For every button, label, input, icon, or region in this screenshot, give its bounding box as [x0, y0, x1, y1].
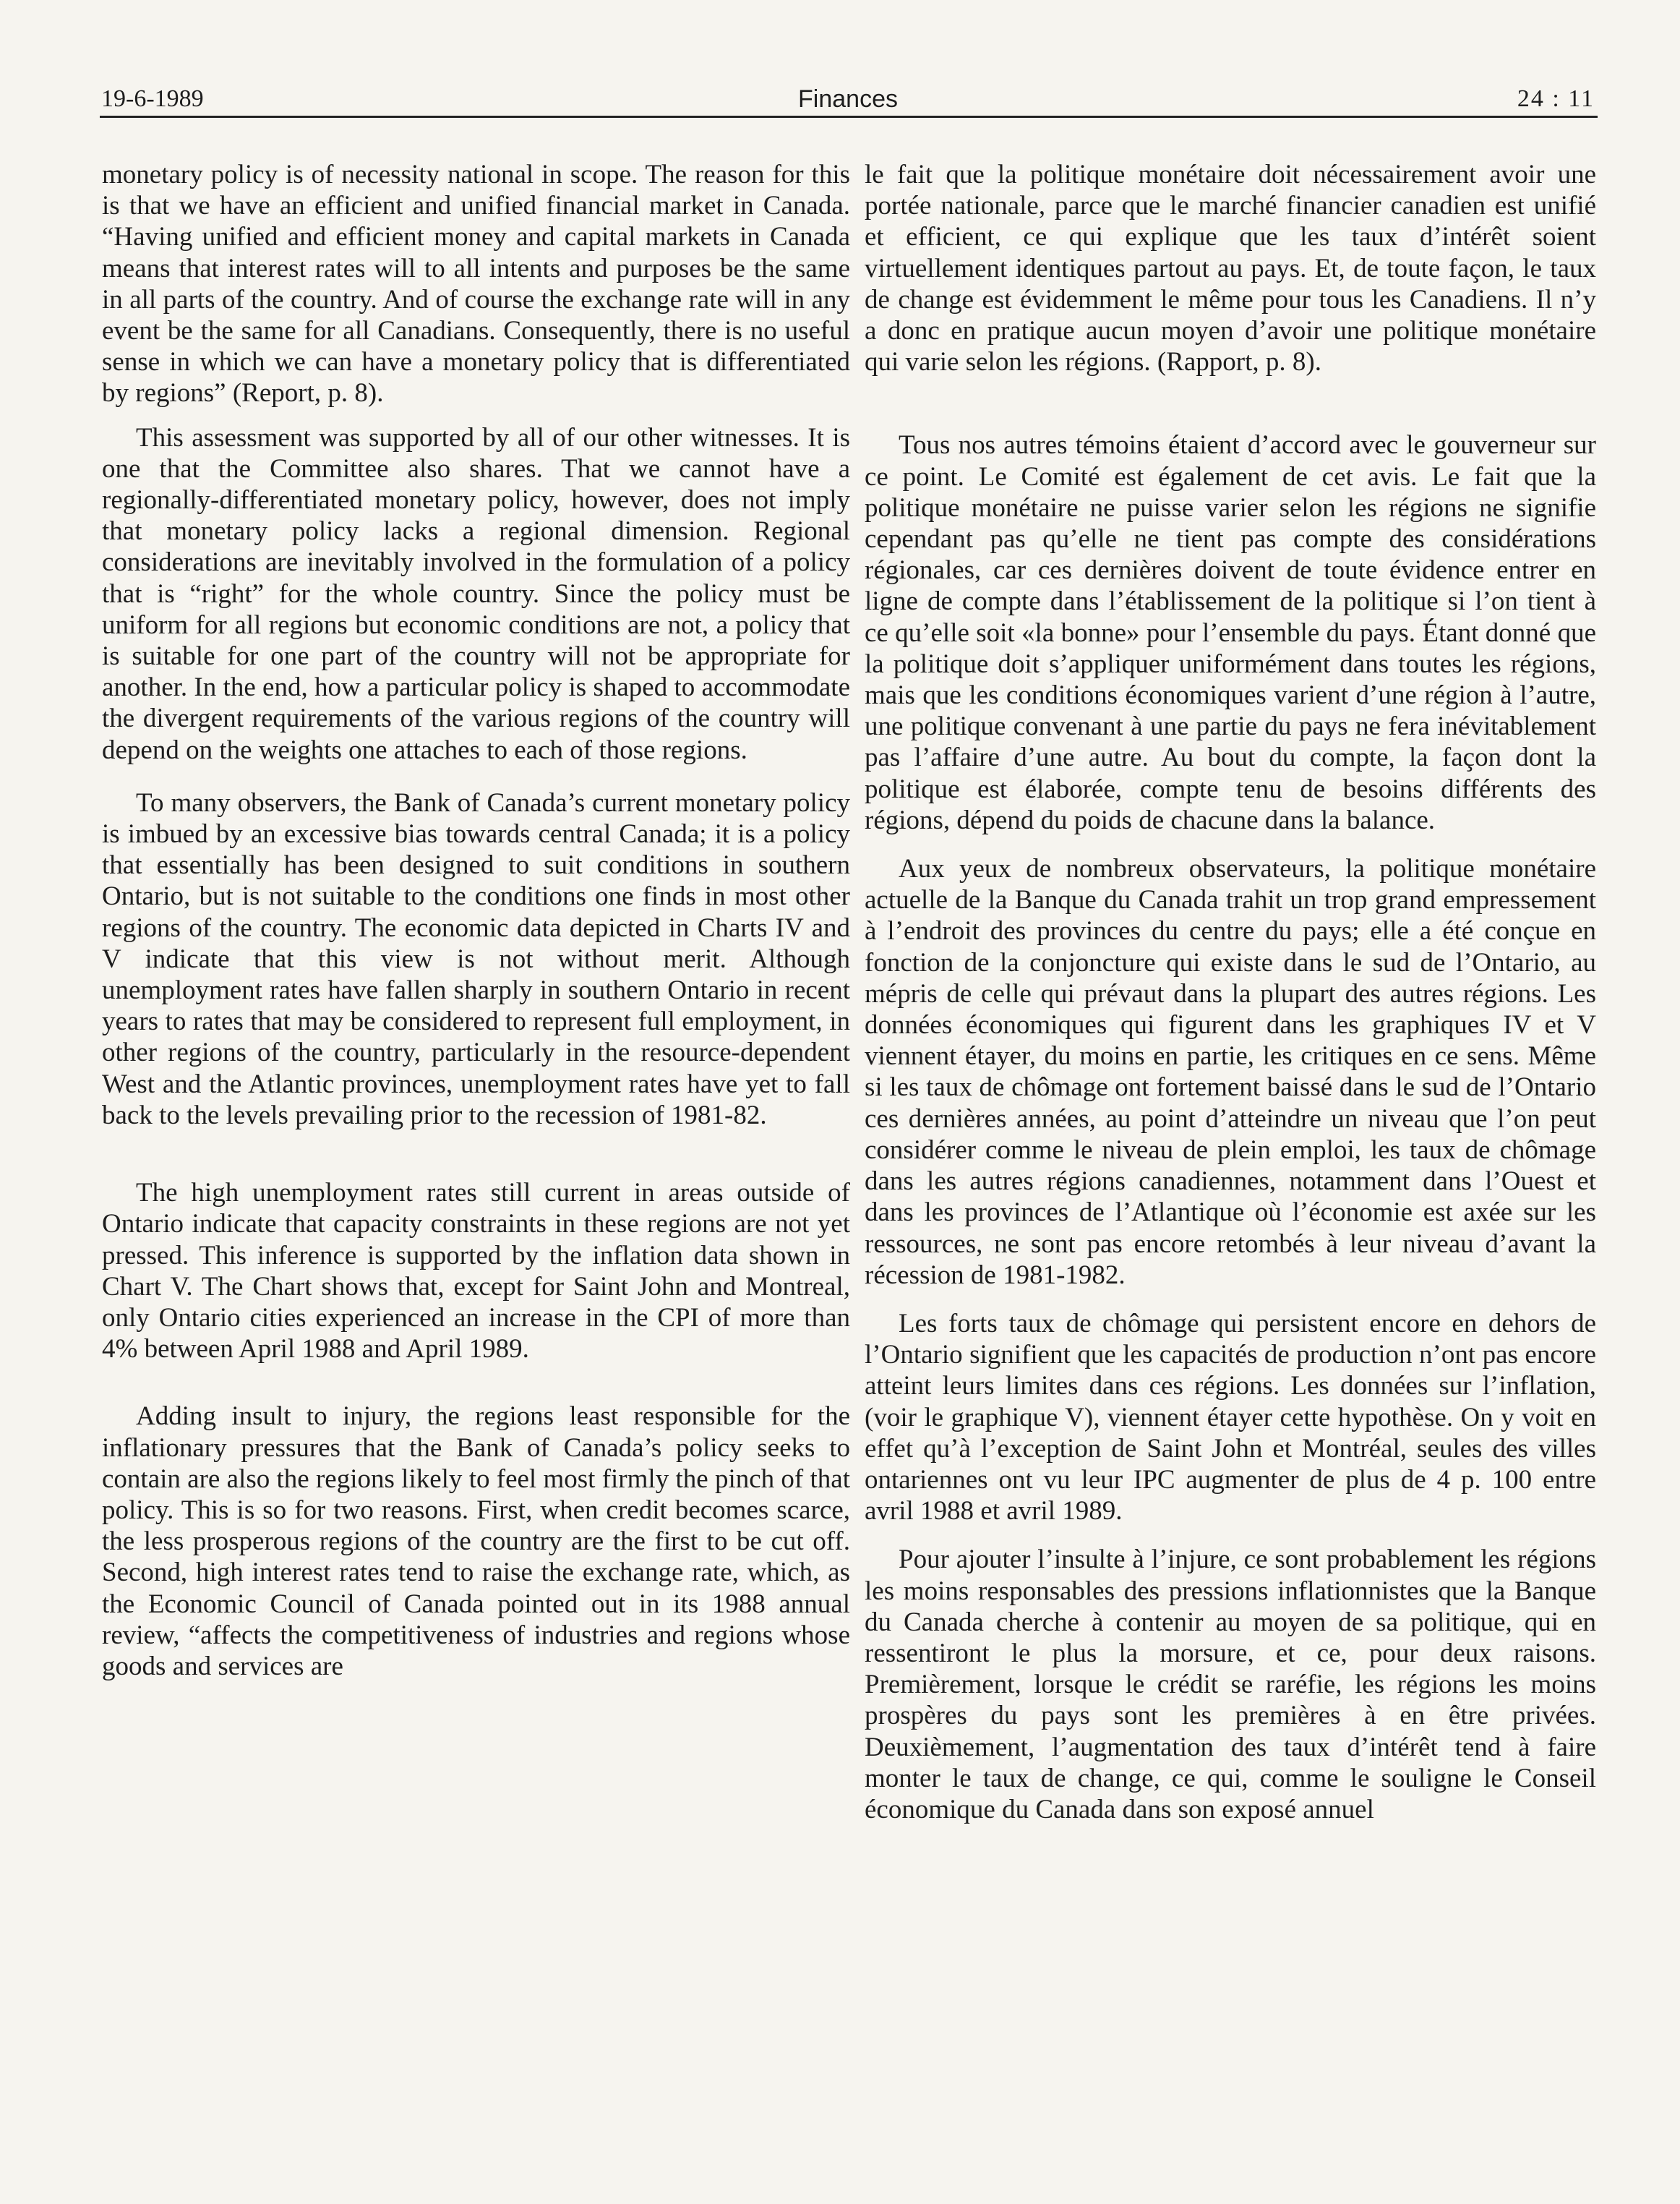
header-date: 19-6-1989 — [101, 85, 204, 112]
header-rule — [100, 116, 1598, 118]
header-section-title: Finances — [798, 85, 898, 113]
running-header — [101, 85, 1595, 120]
en-paragraph-4: The high unemployment rates still current in areas outside of Ontario indicate that capacity constraints in these regions are not yet pressed. This inference is supported by the inflation data shown in Chart V. The Chart shows that, except for Saint John and Montreal, only Ontario cities experienced an increase in the CPI of more than 4% between April 1988 and April 1989. — [102, 1178, 850, 1364]
fr-paragraph-4: Les forts taux de chômage qui persistent encore en dehors de l’Ontario signifient que les capacités de production n’ont pas encore atteint leurs limites dans ces régions. Les données sur l’inflation, (voir le graphique V), viennent étayer cette hypothèse. On y voit en effet qu’à l’exception de Saint John et Montréal, seules des villes ontariennes ont vu leur IPC augmenter de plus de 4 p. 100 entre avril 1988 et avril 1989. — [865, 1308, 1596, 1526]
fr-paragraph-3: Aux yeux de nombreux observateurs, la politique monétaire actuelle de la Banque du Canada trahit un trop grand empressement à l’endroit des provinces du centre du pays; elle a été conçue en fonction de la conjoncture qui existe dans le sud de l’Ontario, au mépris de celle qui prévaut dans la plupart des autres régions. Les données économiques qui figurent dans les graphiques IV et V viennent étayer, du moins en partie, les critiques en ce sens. Même si les taux de chômage ont fortement baissé dans le sud de l’Ontario ces dernières années, au point d’atteindre un niveau que l’on peut considérer comme le niveau de plein emploi, les taux de chômage dans les autres régions canadiennes, notamment dans l’Ouest et dans les provinces de l’Atlantique où l’économie est axée sur les ressources, ne sont pas encore retombés à leur niveau d’avant la récession de 1981-1982. — [865, 854, 1596, 1290]
header-page-number: 24 : 11 — [1517, 85, 1595, 112]
en-paragraph-5: Adding insult to injury, the regions least responsible for the inflationary pressures that the Bank of Canada’s policy seeks to contain are also the regions likely to feel most firmly the pinch of that policy. This is so for two reasons. First, when credit becomes scarce, the less prosperous regions of the country are the first to be cut off. Second, high interest rates tend to raise the exchange rate, which, as the Economic Council of Canada pointed out in its 1988 annual review, “affects the competitiveness of industries and regions whose goods and services are — [102, 1401, 850, 1681]
english-column — [102, 159, 850, 1682]
fr-paragraph-5: Pour ajouter l’insulte à l’injure, ce sont probablement les régions les moins responsables des pressions inflationnistes que la Banque du Canada cherche à contenir au moyen de sa politique, qui en ressentiront le plus la morsure, et ce, pour deux raisons. Premièrement, lorsque le crédit se raréfie, les régions les moins prospères du pays sont les premières à en être privées. Deuxièmement, l’augmentation des taux d’intérêt tend à faire monter le taux de change, ce qui, comme le souligne le Conseil économique du Canada dans son exposé annuel — [865, 1545, 1596, 1824]
fr-paragraph-1: le fait que la politique monétaire doit nécessairement avoir une portée nationale, parce que le marché financier canadien est unifié et efficient, ce qui explique que les taux d’intérêt soient virtuellement identiques partout au pays. Et, de toute façon, le taux de change est évidemment le même pour tous les Canadiens. Il n’y a donc en pratique aucun moyen d’avoir une politique monétaire qui varie selon les régions. (Rapport, p. 8). — [865, 160, 1596, 377]
en-paragraph-1: monetary policy is of necessity national in scope. The reason for this is that we have an efficient and unified financial market in Canada. “Having unified and efficient money and capital markets in Canada means that interest rates will to all intents and purposes be the same in all parts of the country. And of course the exchange rate will in any event be the same for all Canadians. Consequently, there is no useful sense in which we can have a monetary policy that is differentiated by regions” (Report, p. 8). — [102, 160, 850, 409]
en-paragraph-2: This assessment was supported by all of our other witnesses. It is one that the Committee also shares. That we cannot have a regionally-differentiated monetary policy, however, does not imply that monetary policy lacks a regional dimension. Regional considerations are inevitably involved in the formulation of a policy that is “right” for the whole country. Since the policy must be uniform for all regions but economic conditions are not, a policy that is suitable for one part of the country will not be appropriate for another. In the end, how a particular policy is shaped to accommodate the divergent requirements of the various regions of the country will depend on the weights one attaches to each of those regions. — [102, 422, 850, 765]
fr-paragraph-2: Tous nos autres témoins étaient d’accord avec le gouverneur sur ce point. Le Comité est également de cet avis. Le fait que la politique monétaire ne puisse varier selon les régions ne signifie cependant pas qu’elle ne tient pas compte des considérations régionales, car ces dernières doivent de toute évidence entrer en ligne de compte dans l’établissement de la politique si l’on tient à ce qu’elle soit «la bonne» pour l’ensemble du pays. Étant donné que la politique doit s’appliquer uniformément dans toutes les régions, mais que les conditions économiques varient d’une région à l’autre, une politique convenant à une partie du pays ne fera inévitablement pas l’affaire d’une autre. Au bout du compte, la façon dont la politique est élaborée, compte tenu de besoins différents des régions, dépend du poids de chacune dans la balance. — [865, 430, 1596, 835]
french-column — [865, 159, 1596, 1825]
en-paragraph-3: To many observers, the Bank of Canada’s current monetary policy is imbued by an excessive bias towards central Canada; it is a policy that essentially has been designed to suit conditions in southern Ontario, but is not suitable to the conditions one finds in most other regions of the country. The economic data depicted in Charts IV and V indicate that this view is not without merit. Although unemployment rates have fallen sharply in southern Ontario in recent years to rates that may be considered to represent full employment, in other regions of the country, particularly in the resource-dependent West and the Atlantic provinces, unemployment rates have yet to fall back to the levels prevailing prior to the recession of 1981-82. — [102, 787, 850, 1130]
